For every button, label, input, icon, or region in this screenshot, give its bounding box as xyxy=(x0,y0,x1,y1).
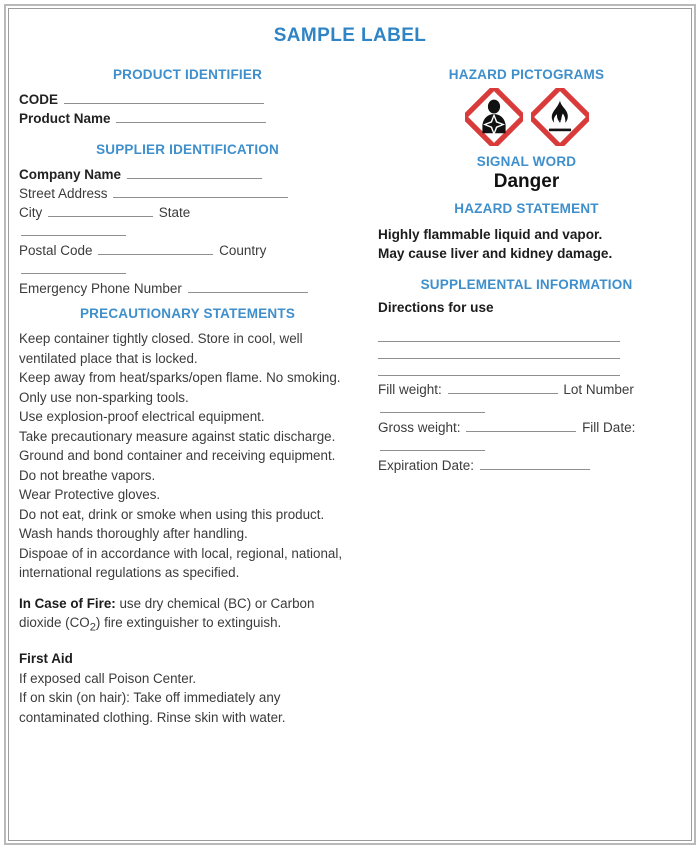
field-row-city-state xyxy=(19,203,356,222)
field-input-expiration-date[interactable] xyxy=(480,456,590,470)
spacer xyxy=(19,321,356,329)
list-item: Ground and bond container and receiving equipment. xyxy=(19,448,336,463)
health-hazard-pictogram xyxy=(465,88,523,146)
spacer xyxy=(372,277,681,292)
first-aid-block xyxy=(19,649,356,727)
section-heading-supplier-identification: SUPPLIER IDENTIFICATION xyxy=(96,142,279,157)
list-item: Keep container tightly closed. Store in cool, well ventilated place that is locked. xyxy=(19,331,303,366)
left-column xyxy=(19,67,364,727)
field-input-city[interactable] xyxy=(48,203,153,217)
field-input-emergency-phone[interactable] xyxy=(188,279,308,293)
field-label-expiration-date: Expiration Date: xyxy=(378,458,475,473)
co2-subscript: 2 xyxy=(89,621,96,634)
spacer xyxy=(372,146,681,154)
field-row-company-name xyxy=(19,165,356,184)
field-label-emergency-phone: Emergency Phone Number xyxy=(19,281,182,296)
in-case-of-fire-paragraph xyxy=(19,594,356,639)
list-item: Wash hands thoroughly after handling. xyxy=(19,526,248,541)
field-input-state-wrap xyxy=(19,222,356,241)
field-row-emergency-phone xyxy=(19,279,356,298)
field-input-country[interactable] xyxy=(21,260,126,274)
list-item: Do not breathe vapors. xyxy=(19,467,156,483)
list-item: Wear Protective gloves. xyxy=(19,487,161,502)
supplemental-fields xyxy=(372,380,681,475)
field-row-fill-weight xyxy=(378,380,681,399)
field-input-code[interactable] xyxy=(64,90,264,104)
field-row-expiration-date xyxy=(378,456,681,475)
section-heading-hazard-statement: HAZARD STATEMENT xyxy=(454,201,599,216)
field-label-fill-weight: Fill weight: xyxy=(378,382,442,397)
page-title: SAMPLE LABEL xyxy=(273,25,427,46)
pictogram-row xyxy=(372,88,681,146)
field-row-gross-weight xyxy=(378,418,681,437)
precautionary-statement-list xyxy=(19,329,356,583)
field-input-state[interactable] xyxy=(21,222,126,236)
field-label-city: City xyxy=(19,205,43,220)
spacer xyxy=(19,82,356,90)
blank-write-in-line[interactable] xyxy=(378,359,620,376)
field-input-fill-date-wrap xyxy=(378,437,681,456)
field-row-code xyxy=(19,90,356,109)
field-label-street-address: Street Address xyxy=(19,186,108,201)
directions-for-use-label: Directions for use xyxy=(378,300,494,315)
spacer xyxy=(19,583,356,594)
spacer xyxy=(19,128,356,142)
spacer xyxy=(19,298,356,306)
hazard-statement-line: May cause liver and kidney damage. xyxy=(378,246,613,261)
spacer xyxy=(19,638,356,649)
in-case-of-fire-text-a: use dry chemical (BC) or Carbon dioxide (CO xyxy=(19,595,315,630)
field-input-postal-code[interactable] xyxy=(98,241,213,255)
field-label-lot-number: Lot Number xyxy=(563,382,634,397)
section-heading-hazard-pictograms: HAZARD PICTOGRAMS xyxy=(448,67,605,82)
field-input-lot-number[interactable] xyxy=(380,399,485,413)
field-row-product-name xyxy=(19,109,356,128)
field-label-state: State xyxy=(158,205,191,220)
field-label-code: CODE xyxy=(19,92,59,107)
field-input-product-name[interactable] xyxy=(116,109,266,123)
list-item: Take precautionary measure against static discharge. xyxy=(19,428,336,444)
in-case-of-fire-label: In Case of Fire: xyxy=(19,595,116,611)
spacer xyxy=(372,193,681,201)
field-input-street-address[interactable] xyxy=(113,184,288,198)
field-label-gross-weight: Gross weight: xyxy=(378,420,461,435)
field-input-fill-date[interactable] xyxy=(380,437,485,451)
spacer xyxy=(19,157,356,165)
first-aid-heading: First Aid xyxy=(19,651,73,667)
field-label-fill-date: Fill Date: xyxy=(582,420,636,435)
field-input-fill-weight[interactable] xyxy=(448,380,558,394)
section-heading-signal-word: SIGNAL WORD xyxy=(476,154,577,169)
hazard-statement-block xyxy=(372,225,681,263)
list-item: Use explosion-proof electrical equipment. xyxy=(19,409,265,424)
field-input-company-name[interactable] xyxy=(127,165,262,179)
section-heading-product-identifier: PRODUCT IDENTIFIER xyxy=(112,67,263,82)
directions-blank-lines xyxy=(372,325,681,376)
flame-pictogram xyxy=(531,88,589,146)
label-sheet xyxy=(9,9,691,840)
section-heading-supplemental-information: SUPPLEMENTAL INFORMATION xyxy=(420,277,633,292)
field-row-street-address xyxy=(19,184,356,203)
in-case-of-fire-block xyxy=(19,594,356,639)
signal-word-value: Danger xyxy=(493,171,560,192)
first-aid-line: If on skin (on hair): Take off immediately any contaminated clothing. Rinse skin with water. xyxy=(19,690,286,725)
list-item: Do not eat, drink or smoke when using this product. xyxy=(19,506,325,522)
list-item: Keep away from heat/sparks/open flame. No smoking. xyxy=(19,370,341,385)
field-label-postal-code: Postal Code xyxy=(19,243,93,258)
blank-write-in-line[interactable] xyxy=(378,342,620,359)
field-label-product-name: Product Name xyxy=(19,111,111,126)
field-input-gross-weight[interactable] xyxy=(466,418,576,432)
page-border-inner xyxy=(8,8,692,841)
page-border-outer xyxy=(4,4,696,845)
blank-write-in-line[interactable] xyxy=(378,325,620,342)
right-column xyxy=(364,67,681,727)
section-heading-precautionary-statements: PRECAUTIONARY STATEMENTS xyxy=(79,306,296,321)
field-label-country: Country xyxy=(219,243,267,258)
field-input-lot-number-wrap xyxy=(378,399,681,418)
label-columns xyxy=(19,67,681,727)
first-aid-line: If exposed call Poison Center. xyxy=(19,670,197,686)
field-row-postal-country xyxy=(19,241,356,260)
in-case-of-fire-text-b: ) fire extinguisher to extinguish. xyxy=(95,615,282,630)
hazard-statement-line: Highly flammable liquid and vapor. xyxy=(378,227,603,242)
list-item: Dispoae of in accordance with local, regional, national, international regulations as specified. xyxy=(19,545,343,580)
field-label-company-name: Company Name xyxy=(19,167,122,182)
list-item: Only use non-sparking tools. xyxy=(19,389,189,405)
field-input-country-wrap xyxy=(19,260,356,279)
